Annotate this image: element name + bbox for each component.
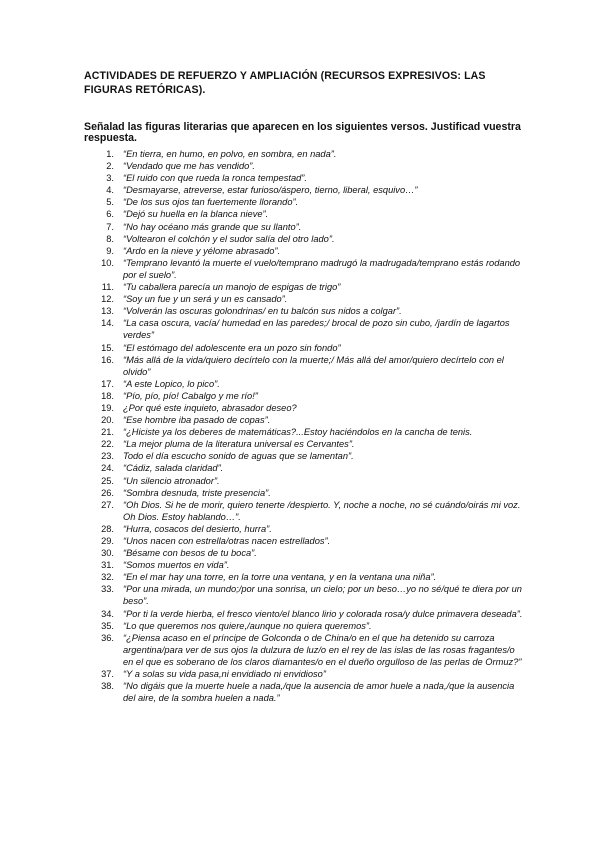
item-text: “Pío, pío, pío! Cabalgo y me río!” xyxy=(123,390,258,401)
item-text: “Somos muertos en vida”. xyxy=(123,560,230,571)
list-item xyxy=(84,221,524,233)
item-text: “El ruido con que rueda la ronca tempestad”. xyxy=(123,173,307,184)
item-number: 32. xyxy=(101,572,114,583)
item-number: 8. xyxy=(106,233,114,244)
item-text: “Volverán las oscuras golondrinas/ en tu balcón sus nidos a colgar”. xyxy=(123,306,402,317)
item-text: “En el mar hay una torre, en la torre una ventana, y en la ventana una niña”. xyxy=(123,572,437,583)
item-text: Todo el día escucho sonido de aguas que se lamentan”. xyxy=(123,451,354,462)
list-item xyxy=(84,559,524,571)
item-text: “¿Piensa acaso en el príncipe de Golconda o de China/o en el que ha detenido su carroza argentina/para ver de sus ojos la dulzura de luz/o en el rey de las islas de las rosas fragantes/o en el que es soberano de los claros diamantes/o en el dueño orgulloso de las perlas de Ormuz?” xyxy=(123,632,522,667)
list-item xyxy=(84,305,524,317)
list-item xyxy=(84,281,524,293)
list-item xyxy=(84,680,524,704)
list-item xyxy=(84,208,524,220)
list-item xyxy=(84,608,524,620)
item-number: 2. xyxy=(106,161,114,172)
item-text: “Lo que queremos nos quiere,/aunque no quiera queremos”. xyxy=(123,620,372,631)
item-number: 33. xyxy=(101,584,114,595)
item-number: 7. xyxy=(106,221,114,232)
item-number: 31. xyxy=(101,560,114,571)
item-text: “Ardo en la nieve y yélome abrasado”. xyxy=(123,245,281,256)
item-text: “Cádiz, salada claridad”. xyxy=(123,463,224,474)
list-item xyxy=(84,342,524,354)
item-number: 15. xyxy=(101,342,114,353)
list-item xyxy=(84,668,524,680)
item-text: “De los sus ojos tan fuertemente llorando”. xyxy=(123,197,299,208)
list-item xyxy=(84,148,524,160)
list-item xyxy=(84,620,524,632)
item-text: “Hurra, cosacos del desierto, hurra”. xyxy=(123,523,272,534)
item-text: “Bésame con besos de tu boca”. xyxy=(123,548,257,559)
item-text: “Y a solas su vida pasa,ni envidiado ni envidioso” xyxy=(123,669,326,680)
item-number: 13. xyxy=(101,306,114,317)
item-number: 21. xyxy=(101,427,114,438)
exercise-list xyxy=(84,148,524,704)
list-item xyxy=(84,257,524,281)
item-text: “Temprano levantó la muerte el vuelo/temprano madrugó la madrugada/temprano estás rodando por el suelo”. xyxy=(123,257,521,280)
list-item xyxy=(84,196,524,208)
list-item xyxy=(84,547,524,559)
list-item xyxy=(84,487,524,499)
item-number: 24. xyxy=(101,463,114,474)
item-text: “Oh Dios. Si he de morir, quiero tenerte /despierto. Y, noche a noche, no sé cuándo/oirás mi voz. Oh Dios. Estoy hablando…”. xyxy=(123,499,521,522)
list-item xyxy=(84,414,524,426)
item-text: “Vendado que me has vendido”. xyxy=(123,161,255,172)
item-text: “Soy un fue y un será y un es cansado”. xyxy=(123,294,288,305)
item-number: 29. xyxy=(101,536,114,546)
item-text: “La casa oscura, vacía/ humedad en las paredes;/ brocal de pozo sin cubo, /jardín de lagartos verdes” xyxy=(123,318,510,341)
item-text: “Unos nacen con estrella/otras nacen estrellados”. xyxy=(123,536,331,546)
list-item xyxy=(84,402,524,414)
item-text: “Un silencio atronador”. xyxy=(123,475,220,486)
item-text: “La mejor pluma de la literatura universal es Cervantes”. xyxy=(123,439,355,450)
instruction-text: Señalad las figuras literarias que aparecen en los siguientes versos. Justificad vuestra respuesta. xyxy=(84,121,521,144)
item-text: “A este Lopico, lo pico”. xyxy=(123,378,220,389)
list-item xyxy=(84,354,524,378)
list-item xyxy=(84,378,524,390)
item-text: “En tierra, en humo, en polvo, en sombra, en nada”. xyxy=(123,149,337,159)
item-number: 35. xyxy=(101,620,114,631)
item-number: 36. xyxy=(101,632,114,643)
item-text: “Tu caballera parecía un manojo de espigas de trigo” xyxy=(123,282,341,293)
list-item xyxy=(84,632,524,668)
list-item xyxy=(84,499,524,523)
list-item xyxy=(84,245,524,257)
item-number: 26. xyxy=(101,487,114,498)
list-item xyxy=(84,390,524,402)
item-text: “Dejó su huella en la blanca nieve”. xyxy=(123,209,269,220)
item-number: 19. xyxy=(101,402,114,413)
item-text: “¿Hiciste ya los deberes de matemáticas?...Estoy haciéndolos en la cancha de tenis. xyxy=(123,427,473,438)
item-number: 4. xyxy=(106,185,114,196)
item-number: 11. xyxy=(101,282,114,293)
list-item xyxy=(84,462,524,474)
list-item xyxy=(84,184,524,196)
item-number: 20. xyxy=(101,415,114,426)
list-item xyxy=(84,523,524,535)
item-text: “No hay océano más grande que su llanto”. xyxy=(123,221,302,232)
item-number: 28. xyxy=(101,523,114,534)
item-number: 27. xyxy=(101,499,114,510)
item-number: 30. xyxy=(101,548,114,559)
item-text: “Por una mirada, un mundo;/por una sonrisa, un cielo; por un beso…yo no sé/qué te diera por un beso”. xyxy=(123,584,522,607)
item-number: 25. xyxy=(101,475,114,486)
list-item xyxy=(84,233,524,245)
document-title: ACTIVIDADES DE REFUERZO Y AMPLIACIÓN (RECURSOS EXPRESIVOS: LAS FIGURAS RETÓRICAS). xyxy=(84,70,486,96)
item-text: “No digáis que la muerte huele a nada,/que la ausencia de amor huele a nada,/que la ausencia del aire, de la sombra huelen a nada.” xyxy=(123,681,515,704)
item-number: 38. xyxy=(101,681,114,692)
item-number: 3. xyxy=(106,173,114,184)
item-number: 6. xyxy=(106,209,114,220)
item-number: 5. xyxy=(106,197,114,208)
item-text: ¿Por qué este inquieto, abrasador deseo? xyxy=(123,402,297,413)
item-text: “Sombra desnuda, triste presencia”. xyxy=(123,487,271,498)
list-item xyxy=(84,172,524,184)
item-text: “Más allá de la vida/quiero decírtelo con la muerte;/ Más allá del amor/quiero decírtelo con el olvido” xyxy=(123,354,504,377)
list-item xyxy=(84,535,524,547)
item-number: 16. xyxy=(101,354,114,365)
item-number: 10. xyxy=(101,257,114,268)
item-number: 14. xyxy=(101,318,114,329)
item-number: 17. xyxy=(101,378,114,389)
item-number: 9. xyxy=(106,245,114,256)
item-text: “Voltearon el colchón y el sudor salía del otro lado”. xyxy=(123,233,335,244)
item-number: 37. xyxy=(101,669,114,680)
item-text: “Por ti la verde hierba, el fresco viento/el blanco lirio y colorada rosa/y dulce primavera deseada”. xyxy=(123,608,523,619)
item-text: “Desmayarse, atreverse, estar furioso/áspero, tierno, liberal, esquivo…” xyxy=(123,185,418,196)
item-number: 34. xyxy=(101,608,114,619)
list-item xyxy=(84,160,524,172)
list-item xyxy=(84,583,524,607)
list-item xyxy=(84,475,524,487)
item-text: “Ese hombre iba pasado de copas”. xyxy=(123,415,271,426)
item-number: 1. xyxy=(106,149,114,159)
item-number: 12. xyxy=(101,294,114,305)
item-number: 22. xyxy=(101,439,114,450)
list-item xyxy=(84,317,524,341)
list-item xyxy=(84,450,524,462)
list-item xyxy=(84,426,524,438)
item-number: 23. xyxy=(101,451,114,462)
item-number: 18. xyxy=(101,390,114,401)
item-text: “El estómago del adolescente era un pozo sin fondo” xyxy=(123,342,341,353)
list-item xyxy=(84,438,524,450)
list-item xyxy=(84,293,524,305)
list-item xyxy=(84,571,524,583)
